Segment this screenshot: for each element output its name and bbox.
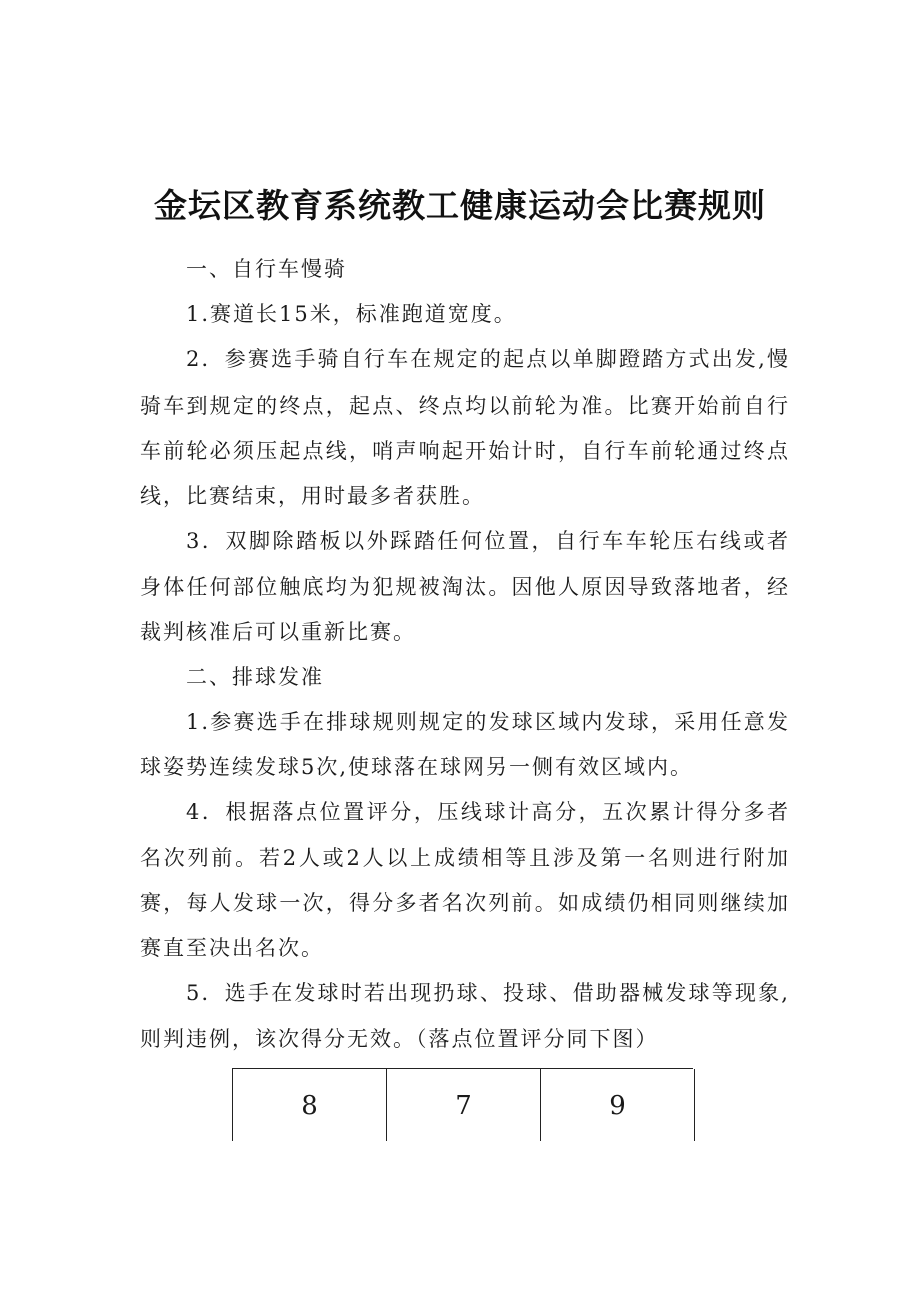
volleyball-rule-4-line-4: 赛直至决出名次。 [140,936,324,960]
volleyball-rule-1-line-2: 球姿势连续发球5次,使球落在球网另一侧有效区域内。 [140,755,694,779]
score-zone-grid [232,1068,693,1141]
cycling-rule-3-line-1: 3．双脚除踏板以外踩踏任何位置，自行车车轮压右线或者 [186,529,790,553]
page-title: 金坛区教育系统教工健康运动会比赛规则 [154,186,766,225]
cycling-rule-2-line-1: 2．参赛选手骑自行车在规定的起点以单脚蹬踏方式出发,慢 [186,347,790,371]
score-cell: 8 [232,1069,386,1141]
volleyball-rule-5-line-1: 5．选手在发球时若出现扔球、投球、借助器械发球等现象, [186,981,790,1005]
score-cell: 7 [386,1069,540,1141]
cycling-rule-3-line-2: 身体任何部位触底均为犯规被淘汰。因他人原因导致落地者，经 [140,575,790,599]
score-cell: 9 [540,1069,695,1141]
cycling-rule-1: 1.赛道长15米，标准跑道宽度。 [186,302,517,326]
section-heading-cycling: 一、自行车慢骑 [186,257,347,281]
cycling-rule-2-line-2: 骑车到规定的终点，起点、终点均以前轮为准。比赛开始前自行 [140,394,790,418]
cycling-rule-2-line-4: 线，比赛结束，用时最多者获胜。 [140,484,485,508]
volleyball-rule-5-line-2: 则判违例，该次得分无效。（落点位置评分同下图） [140,1027,659,1051]
section-heading-volleyball: 二、排球发准 [186,665,324,689]
volleyball-rule-4-line-2: 名次列前。若2人或2人以上成绩相等且涉及第一名则进行附加 [140,846,790,870]
cycling-rule-2-line-3: 车前轮必须压起点线，哨声响起开始计时，自行车前轮通过终点 [140,439,790,463]
volleyball-rule-1-line-1: 1.参赛选手在排球规则规定的发球区域内发球，采用任意发 [186,710,790,734]
volleyball-rule-4-line-3: 赛，每人发球一次，得分多者名次列前。如成绩仍相同则继续加 [140,891,790,915]
cycling-rule-3-line-3: 裁判核准后可以重新比赛。 [140,620,416,644]
volleyball-rule-4-line-1: 4．根据落点位置评分，压线球计高分，五次累计得分多者 [186,800,790,824]
